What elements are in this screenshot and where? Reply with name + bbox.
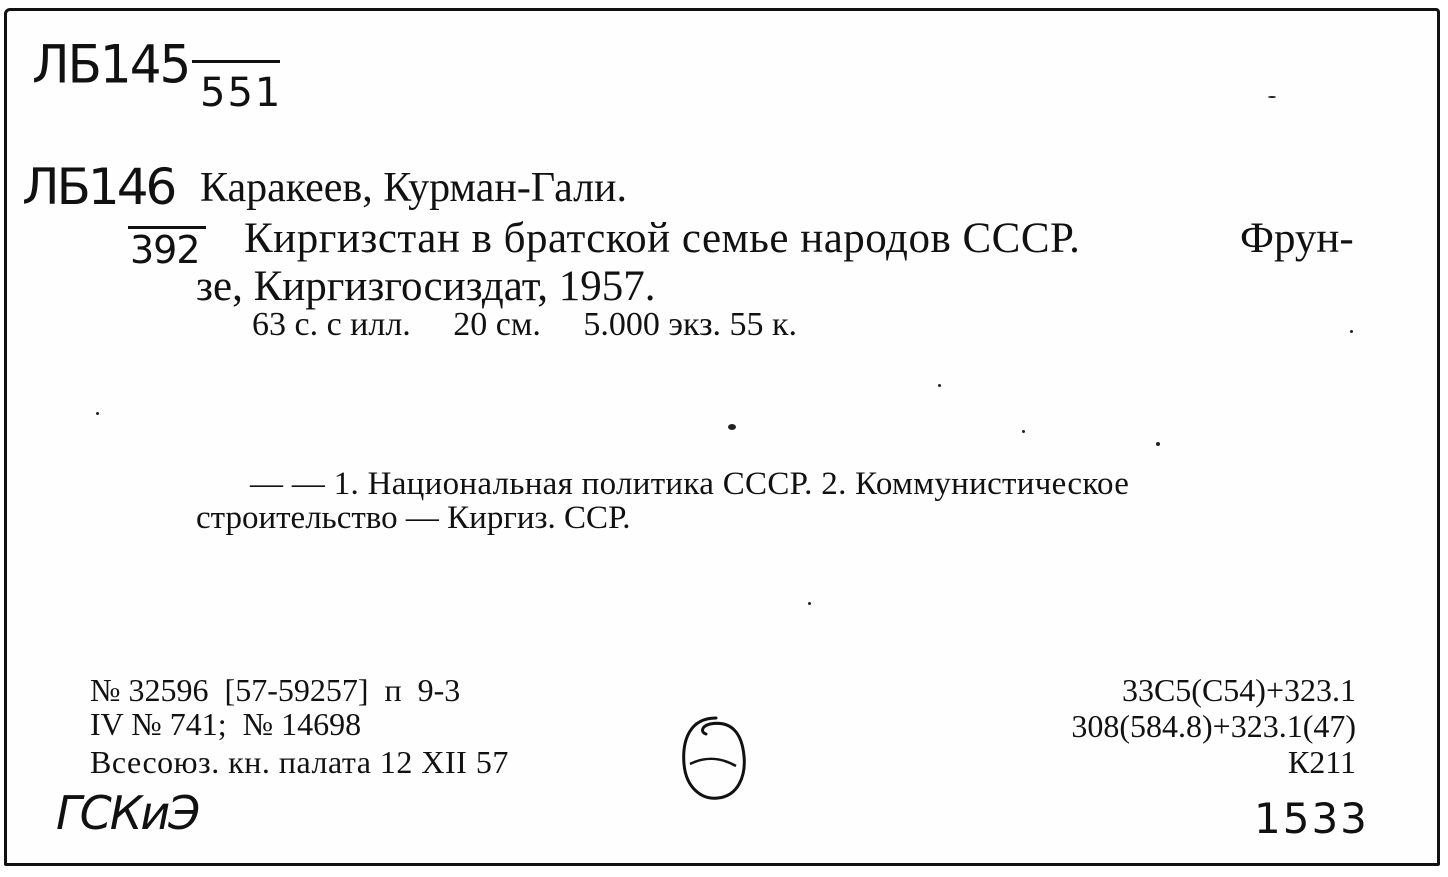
classification-line-3: К211 [1287, 744, 1356, 780]
footer-left-line-1: № 32596 [57-59257] п 9-3 [90, 672, 461, 708]
scan-speck [1268, 96, 1276, 98]
handwritten-shelf-mark-1-number: 551 [200, 70, 283, 116]
scan-speck [728, 424, 736, 430]
subject-line-1: — — 1. Национальная политика СССР. 2. Коммунистическое [250, 466, 1130, 502]
hand-drawn-circle-mark [676, 712, 752, 804]
title-line-2: зе, Киргизгосиздат, 1957. [196, 263, 656, 310]
subject-line-2: строительство — Киргиз. ССР. [196, 500, 631, 536]
scan-speck [938, 384, 941, 387]
scan-speck [1156, 442, 1160, 446]
scan-speck [96, 412, 99, 415]
title-city-part: Фрун- [1240, 215, 1354, 262]
classification-line-2: 308(584.8)+323.1(47) [1071, 708, 1356, 744]
footer-left-line-3: Всесоюз. кн. палата 12 XII 57 [90, 744, 509, 780]
title-line-1: Киргизстан в братской семье народов СССР. [244, 215, 1081, 262]
scan-speck [808, 602, 811, 605]
handwritten-number-right: 1533 [1254, 794, 1369, 843]
footer-left-line-2: IV № 741; № 14698 [90, 706, 362, 742]
scan-speck [1022, 430, 1025, 433]
collation: 63 с. с илл. 20 см. 5.000 экз. 55 к. [252, 306, 798, 343]
author-heading: Каракеев, Курман-Гали. [200, 165, 628, 211]
handwritten-shelf-mark-2: ЛБ146 [22, 158, 175, 216]
classification-line-1: 33С5(С54)+323.1 [1121, 672, 1356, 708]
handwritten-shelf-mark-2-number: 392 [130, 228, 200, 272]
fraction-line [192, 60, 280, 63]
scan-speck [1350, 330, 1353, 333]
handwritten-shelf-mark-1: ЛБ145 [32, 34, 190, 95]
handwritten-stamp-left: ГСКиЭ [56, 786, 199, 840]
